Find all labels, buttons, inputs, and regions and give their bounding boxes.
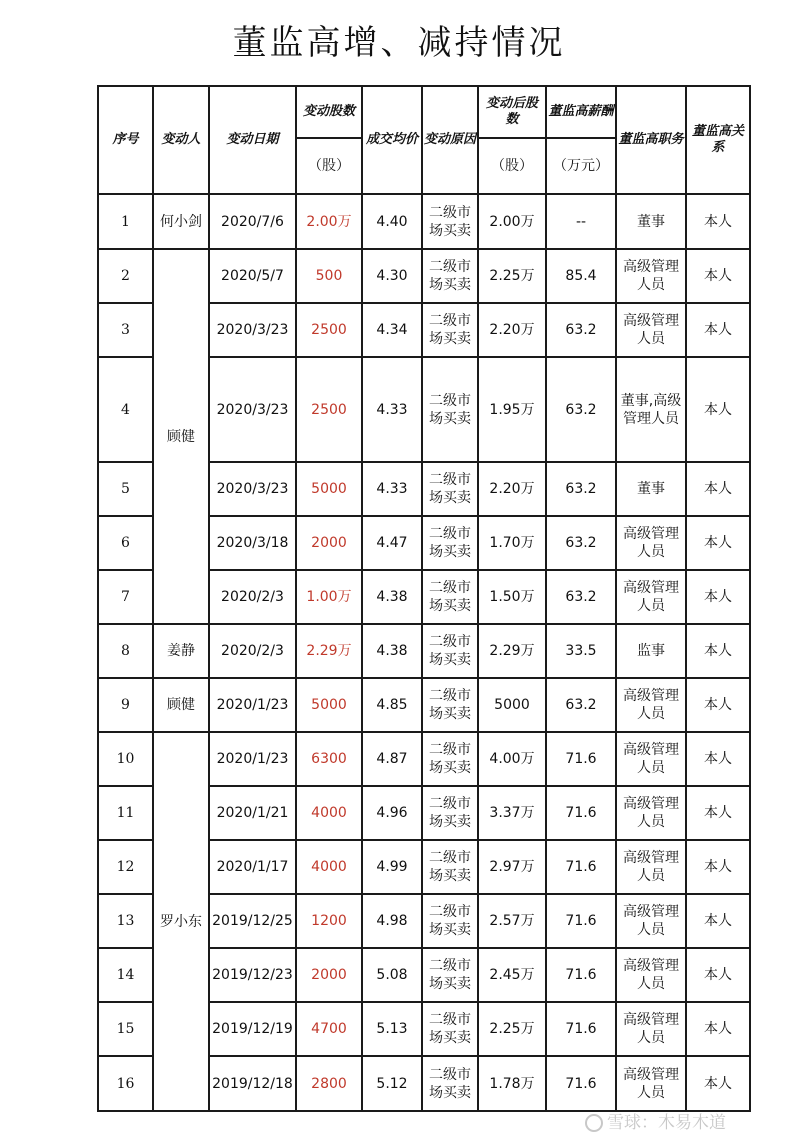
cell-seq: 11: [98, 786, 153, 840]
cell-after: 2.00万: [478, 194, 546, 249]
cell-relation: 本人: [686, 948, 750, 1002]
cell-shares: 2.29万: [296, 624, 362, 678]
cell-price: 4.33: [362, 357, 422, 462]
cell-seq: 7: [98, 570, 153, 624]
snowball-logo-icon: [585, 1114, 603, 1132]
cell-position: 高级管理人员: [616, 948, 686, 1002]
header-shares-unit: （股）: [296, 138, 362, 194]
cell-shares: 4000: [296, 840, 362, 894]
cell-seq: 1: [98, 194, 153, 249]
cell-date: 2019/12/23: [209, 948, 296, 1002]
cell-price: 4.47: [362, 516, 422, 570]
insider-trading-table: [97, 85, 751, 1112]
cell-salary: 33.5: [546, 624, 616, 678]
cell-price: 4.87: [362, 732, 422, 786]
cell-position: 高级管理人员: [616, 786, 686, 840]
cell-after: 1.70万: [478, 516, 546, 570]
cell-seq: 4: [98, 357, 153, 462]
cell-date: 2020/1/21: [209, 786, 296, 840]
cell-reason: 二级市场买卖: [422, 732, 478, 786]
cell-seq: 13: [98, 894, 153, 948]
header-salary-unit: （万元）: [546, 138, 616, 194]
cell-salary: 63.2: [546, 570, 616, 624]
cell-person: 顾健: [153, 678, 209, 732]
cell-seq: 5: [98, 462, 153, 516]
cell-after: 1.78万: [478, 1056, 546, 1111]
cell-after: 5000: [478, 678, 546, 732]
cell-relation: 本人: [686, 1002, 750, 1056]
cell-position: 董事: [616, 194, 686, 249]
cell-relation: 本人: [686, 357, 750, 462]
cell-price: 4.40: [362, 194, 422, 249]
cell-after: 2.97万: [478, 840, 546, 894]
cell-price: 4.38: [362, 624, 422, 678]
cell-relation: 本人: [686, 732, 750, 786]
cell-seq: 14: [98, 948, 153, 1002]
cell-relation: 本人: [686, 249, 750, 303]
header-avg-price: 成交均价: [362, 86, 422, 194]
cell-shares: 1200: [296, 894, 362, 948]
cell-reason: 二级市场买卖: [422, 1056, 478, 1111]
cell-relation: 本人: [686, 570, 750, 624]
cell-seq: 10: [98, 732, 153, 786]
header-relation: 董监高关系: [686, 86, 750, 194]
cell-salary: 63.2: [546, 462, 616, 516]
cell-reason: 二级市场买卖: [422, 1002, 478, 1056]
cell-after: 2.25万: [478, 249, 546, 303]
cell-seq: 16: [98, 1056, 153, 1111]
cell-after: 4.00万: [478, 732, 546, 786]
cell-reason: 二级市场买卖: [422, 894, 478, 948]
header-shares-after: 变动后股数: [478, 86, 546, 138]
cell-price: 5.13: [362, 1002, 422, 1056]
cell-seq: 15: [98, 1002, 153, 1056]
cell-shares: 2500: [296, 357, 362, 462]
cell-price: 5.08: [362, 948, 422, 1002]
header-seq: 序号: [98, 86, 153, 194]
cell-reason: 二级市场买卖: [422, 840, 478, 894]
header-shares-changed: 变动股数: [296, 86, 362, 138]
cell-person: 姜静: [153, 624, 209, 678]
cell-reason: 二级市场买卖: [422, 357, 478, 462]
cell-price: 4.85: [362, 678, 422, 732]
cell-salary: --: [546, 194, 616, 249]
cell-price: 4.30: [362, 249, 422, 303]
cell-person: 何小剑: [153, 194, 209, 249]
cell-position: 高级管理人员: [616, 249, 686, 303]
cell-shares: 2000: [296, 948, 362, 1002]
cell-price: 4.98: [362, 894, 422, 948]
cell-reason: 二级市场买卖: [422, 462, 478, 516]
cell-relation: 本人: [686, 1056, 750, 1111]
cell-shares: 2.00万: [296, 194, 362, 249]
cell-after: 2.57万: [478, 894, 546, 948]
cell-position: 高级管理人员: [616, 894, 686, 948]
table-row: [98, 194, 750, 249]
cell-reason: 二级市场买卖: [422, 948, 478, 1002]
cell-seq: 3: [98, 303, 153, 357]
cell-shares: 5000: [296, 678, 362, 732]
cell-reason: 二级市场买卖: [422, 303, 478, 357]
cell-seq: 12: [98, 840, 153, 894]
cell-shares: 1.00万: [296, 570, 362, 624]
cell-date: 2019/12/25: [209, 894, 296, 948]
cell-date: 2020/3/18: [209, 516, 296, 570]
cell-shares: 6300: [296, 732, 362, 786]
cell-salary: 71.6: [546, 732, 616, 786]
cell-price: 4.99: [362, 840, 422, 894]
cell-price: 4.96: [362, 786, 422, 840]
cell-seq: 2: [98, 249, 153, 303]
page-title: 董监高增、减持情况: [232, 23, 566, 63]
cell-after: 2.25万: [478, 1002, 546, 1056]
cell-price: 4.38: [362, 570, 422, 624]
cell-price: 4.33: [362, 462, 422, 516]
header-position: 董监高职务: [616, 86, 686, 194]
cell-position: 董事,高级管理人员: [616, 357, 686, 462]
cell-seq: 8: [98, 624, 153, 678]
cell-relation: 本人: [686, 516, 750, 570]
cell-relation: 本人: [686, 840, 750, 894]
cell-date: 2019/12/19: [209, 1002, 296, 1056]
header-shares-after-unit: （股）: [478, 138, 546, 194]
table-row: [98, 249, 750, 303]
cell-shares: 4700: [296, 1002, 362, 1056]
table-row: [98, 678, 750, 732]
cell-position: 监事: [616, 624, 686, 678]
cell-price: 5.12: [362, 1056, 422, 1111]
cell-seq: 9: [98, 678, 153, 732]
cell-salary: 71.6: [546, 1002, 616, 1056]
cell-after: 2.20万: [478, 303, 546, 357]
cell-salary: 63.2: [546, 357, 616, 462]
cell-reason: 二级市场买卖: [422, 516, 478, 570]
cell-reason: 二级市场买卖: [422, 624, 478, 678]
cell-reason: 二级市场买卖: [422, 678, 478, 732]
cell-salary: 71.6: [546, 786, 616, 840]
cell-position: 高级管理人员: [616, 678, 686, 732]
cell-person: 罗小东: [153, 732, 209, 1111]
cell-relation: 本人: [686, 303, 750, 357]
cell-salary: 63.2: [546, 516, 616, 570]
cell-salary: 71.6: [546, 894, 616, 948]
cell-relation: 本人: [686, 894, 750, 948]
table-row: [98, 732, 750, 786]
cell-date: 2020/3/23: [209, 357, 296, 462]
cell-shares: 2800: [296, 1056, 362, 1111]
cell-position: 董事: [616, 462, 686, 516]
cell-date: 2020/2/3: [209, 570, 296, 624]
cell-salary: 63.2: [546, 678, 616, 732]
cell-date: 2020/1/17: [209, 840, 296, 894]
cell-after: 3.37万: [478, 786, 546, 840]
header-reason: 变动原因: [422, 86, 478, 194]
cell-date: 2020/3/23: [209, 462, 296, 516]
cell-reason: 二级市场买卖: [422, 249, 478, 303]
cell-position: 高级管理人员: [616, 1002, 686, 1056]
cell-person: 顾健: [153, 249, 209, 624]
cell-price: 4.34: [362, 303, 422, 357]
cell-relation: 本人: [686, 678, 750, 732]
header-date: 变动日期: [209, 86, 296, 194]
cell-position: 高级管理人员: [616, 570, 686, 624]
cell-shares: 2500: [296, 303, 362, 357]
cell-relation: 本人: [686, 194, 750, 249]
watermark-text: 雪球：木易木道: [607, 1113, 726, 1133]
cell-date: 2020/1/23: [209, 678, 296, 732]
cell-shares: 5000: [296, 462, 362, 516]
cell-date: 2020/1/23: [209, 732, 296, 786]
cell-salary: 71.6: [546, 948, 616, 1002]
cell-date: 2020/7/6: [209, 194, 296, 249]
table-row: [98, 624, 750, 678]
cell-shares: 4000: [296, 786, 362, 840]
cell-position: 高级管理人员: [616, 732, 686, 786]
cell-after: 2.20万: [478, 462, 546, 516]
cell-salary: 71.6: [546, 1056, 616, 1111]
cell-position: 高级管理人员: [616, 1056, 686, 1111]
cell-salary: 71.6: [546, 840, 616, 894]
cell-relation: 本人: [686, 786, 750, 840]
cell-after: 1.50万: [478, 570, 546, 624]
cell-reason: 二级市场买卖: [422, 786, 478, 840]
cell-reason: 二级市场买卖: [422, 194, 478, 249]
cell-salary: 63.2: [546, 303, 616, 357]
cell-shares: 2000: [296, 516, 362, 570]
cell-date: 2020/5/7: [209, 249, 296, 303]
cell-relation: 本人: [686, 462, 750, 516]
cell-seq: 6: [98, 516, 153, 570]
cell-relation: 本人: [686, 624, 750, 678]
header-person: 变动人: [153, 86, 209, 194]
watermark: [585, 1110, 790, 1136]
header-salary: 董监高薪酬: [546, 86, 616, 138]
cell-salary: 85.4: [546, 249, 616, 303]
cell-after: 2.45万: [478, 948, 546, 1002]
cell-after: 1.95万: [478, 357, 546, 462]
cell-after: 2.29万: [478, 624, 546, 678]
cell-date: 2020/2/3: [209, 624, 296, 678]
cell-shares: 500: [296, 249, 362, 303]
cell-date: 2020/3/23: [209, 303, 296, 357]
cell-position: 高级管理人员: [616, 303, 686, 357]
cell-date: 2019/12/18: [209, 1056, 296, 1111]
cell-reason: 二级市场买卖: [422, 570, 478, 624]
cell-position: 高级管理人员: [616, 516, 686, 570]
cell-position: 高级管理人员: [616, 840, 686, 894]
